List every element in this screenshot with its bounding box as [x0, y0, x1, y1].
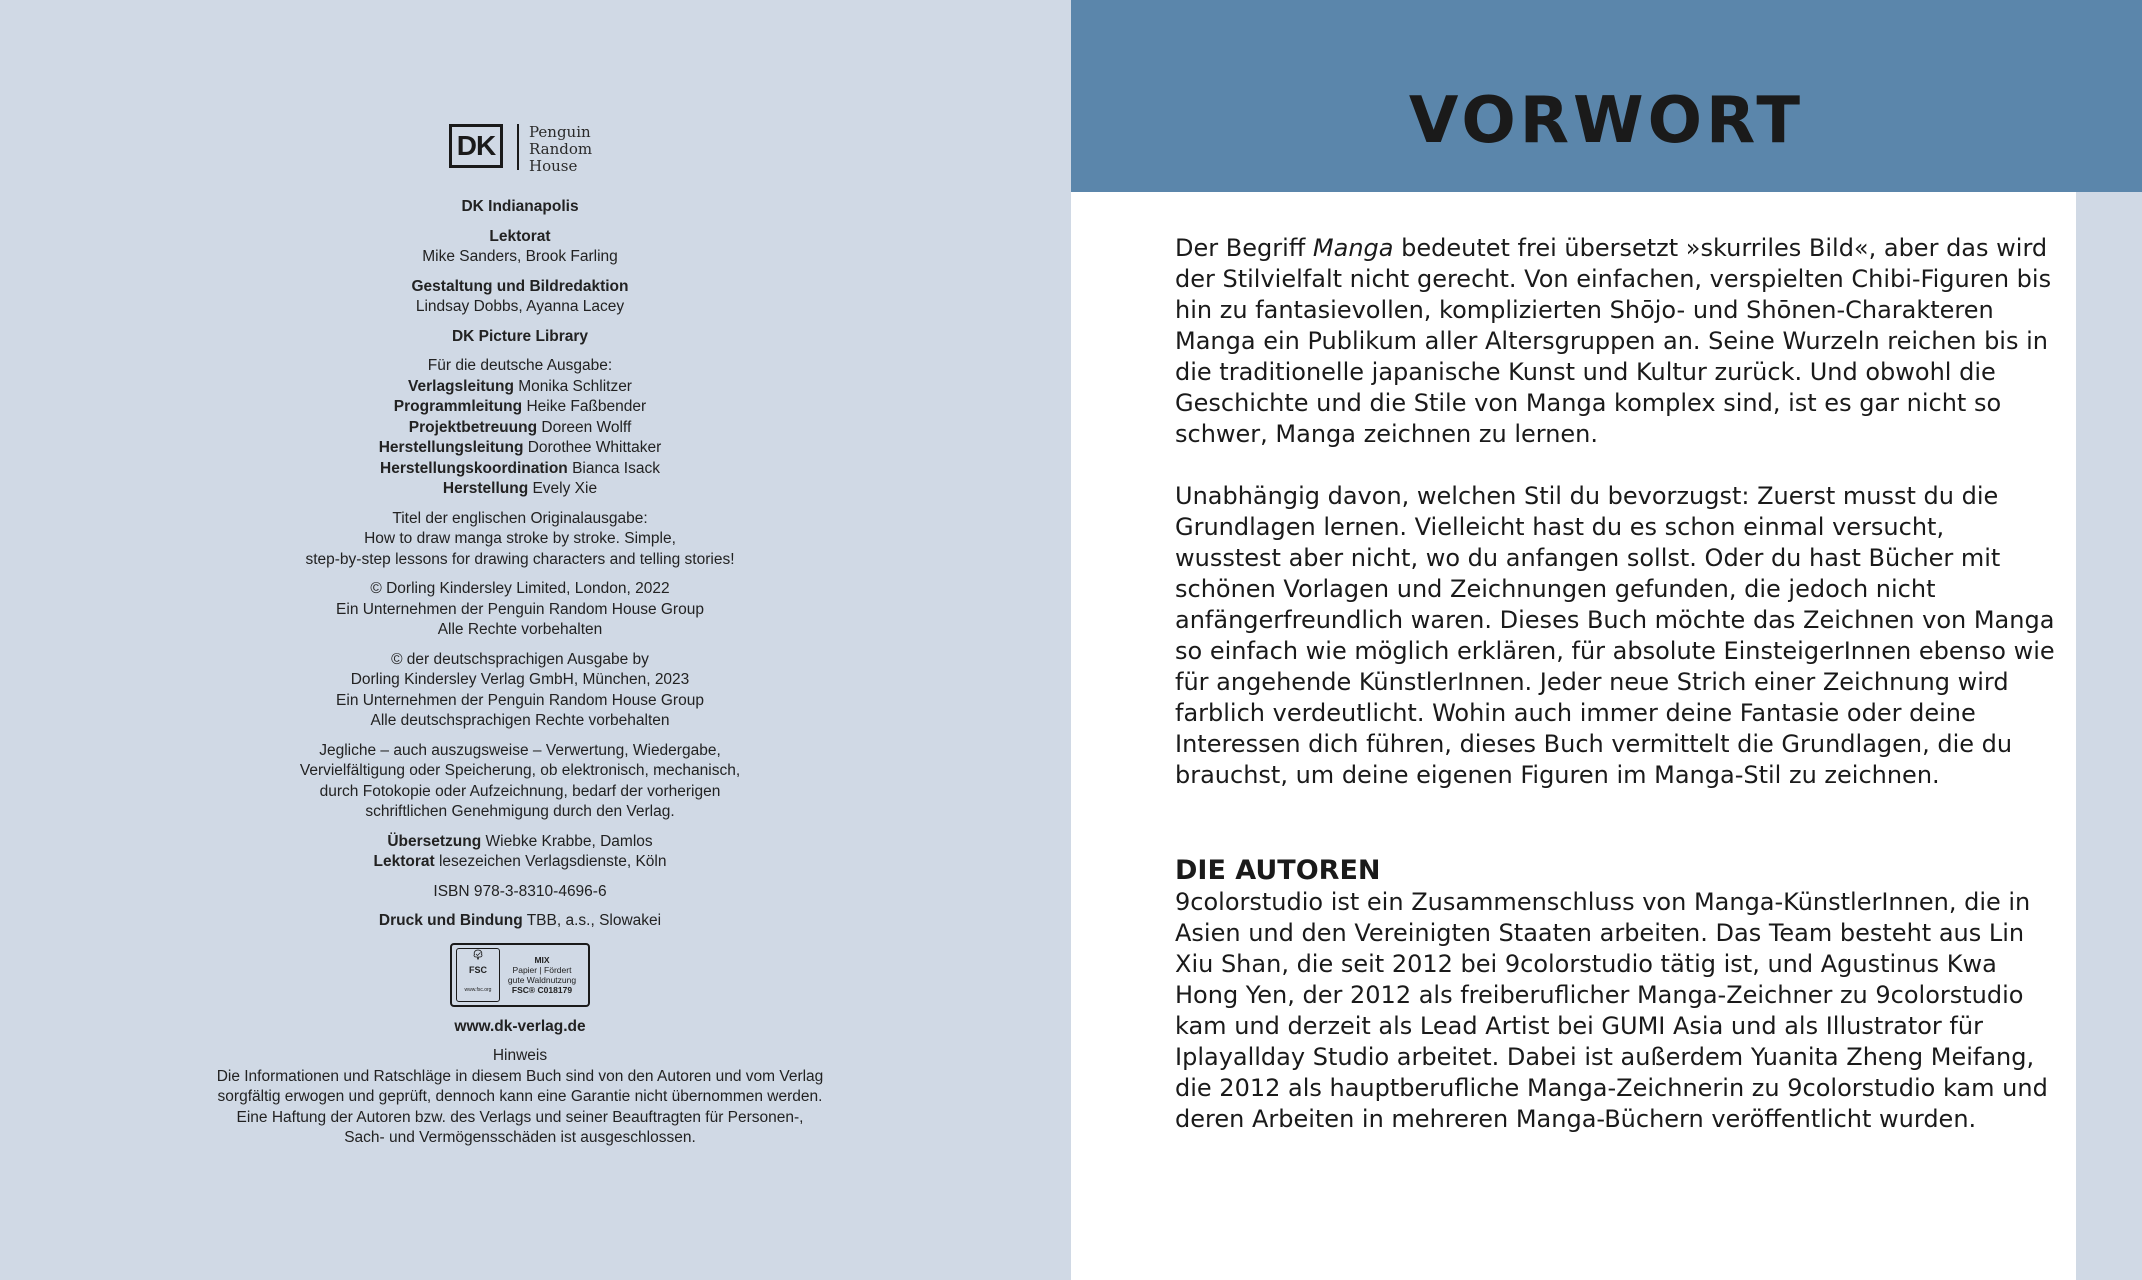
dk-logo: DK: [449, 124, 503, 168]
authors-paragraph: 9colorstudio ist ein Zusammenschluss von Manga-KünstlerInnen, die in Asien und den Vereinigten Staaten arbeiten. Das Team besteht aus Lin Xiu Shan, die seit 2012 bei 9colorstudio tätig ist, und Agustinus Kwa Hong Yen, der 2012 als freiberuflicher Manga-Zeichner zu 9colorstudio kam und derzeit als Lead Artist bei GUMI Asia und als Illustrator für Iplayallday Studio arbeitet. Dabei ist außerdem Yuanita Zheng Meifang, die 2012 als hauptberufliche Manga-Zeichnerin zu 9colorstudio kam und deren Arbeiten in mehreren Manga-Büchern veröffentlicht wurden.: [1175, 888, 2048, 1133]
penguin-random-house-logo: Penguin Random House: [529, 123, 593, 175]
copyright-german: © der deutschsprachigen Ausgabe by Dorling Kindersley Verlag GmbH, München, 2023 Ein Unternehmen der Penguin Random House Group Alle deutschsprachigen Rechte vorbehalten: [336, 650, 704, 729]
gestaltung-label: Gestaltung und Bildredaktion: [411, 277, 629, 295]
foreword-body: [1175, 233, 2055, 1166]
gestaltung-names: Lindsay Dobbs, Ayanna Lacey: [415, 298, 625, 315]
disclaimer: Hinweis Die Informationen und Ratschläge in diesem Buch sind von den Autoren und vom Verlag sorgfältig erwogen und geprüft, dennoch kann eine Garantie nicht übernommen werden. Eine Haftung der Autoren bzw. des Verlags und seiner Beauftragten für Personen-, Sach- und Vermögensschäden ist ausgeschlossen.: [216, 1047, 824, 1146]
original-title: Titel der englischen Originalausgabe: How to draw manga stroke by stroke. Simple, step-by-step lessons for drawing characters and telling stories!: [305, 509, 735, 568]
picture-library: DK Picture Library: [451, 327, 589, 345]
copyright-original: © Dorling Kindersley Limited, London, 2022 Ein Unternehmen der Penguin Random House Group Alle Rechte vorbehalten: [336, 580, 704, 638]
authors-heading: DIE AUTOREN: [1175, 855, 1381, 886]
lektorat-label: Lektorat: [489, 227, 551, 245]
tree-check-icon: [466, 949, 490, 960]
logo-divider: [517, 124, 519, 170]
fsc-label: MIX Papier | Fördert gute Waldnutzung FSC® C018179: [507, 954, 577, 995]
fsc-tree-icon: FSC www.fsc.org: [456, 948, 500, 1002]
foreword-paragraph-1: Der Begriff Manga bedeutet frei übersetzt »skurriles Bild«, aber das wird der Stilvielfalt nicht gerecht. Von einfachen, verspielten Chibi-Figuren bis hin zu fantasievollen, komplizierten Shōjo- und Shōnen-Charakteren Manga ein Publikum aller Altersgruppen an. Seine Wurzeln reichen bis in die traditionelle japanische Kunst und Kultur zurück. Und obwohl die Geschichte und die Stile von Manga komplex sind, ist es gar nicht so schwer, Manga zeichnen zu lernen.: [1175, 234, 2052, 448]
rights-notice: Jegliche – auch auszugsweise – Verwertung, Wiedergabe, Vervielfältigung oder Speicherung, ob elektronisch, mechanisch, durch Fotokopie oder Aufzeichnung, bedarf der vorherigen schriftlichen Genehmigung durch den Verlag.: [299, 741, 741, 820]
dk-prh-logo: [449, 124, 592, 175]
foreword-paragraph-2: Unabhängig davon, welchen Stil du bevorzugst: Zuerst musst du die Grundlagen lernen. Vielleicht hast du es schon einmal versucht, wusstest aber nicht, wo du anfangen sollst. Oder du hast Bücher mit schönen Vorlagen und Zeichnungen gefunden, die jedoch nicht anfängerfreundlich waren. Dieses Buch möchte das Zeichnen von Manga so einfach wie möglich erklären, für absolute EinsteigerInnen ebenso wie für angehende KünstlerInnen. Jeder neue Strich einer Zeichnung wird farblich verdeutlicht. Wohin auch immer deine Fantasie oder deine Interessen dich führen, dieses Buch vermittelt die Grundlagen, die du brauchst, um deine eigenen Figuren im Manga-Stil zu zeichnen.: [1175, 482, 2055, 789]
publisher: DK Indianapolis: [461, 198, 579, 215]
lektorat-names: Mike Sanders, Brook Farling: [422, 248, 618, 265]
fsc-logo: [450, 943, 590, 1007]
print-label: Druck und Bindung: [378, 912, 523, 929]
website-link[interactable]: www.dk-verlag.de: [454, 1017, 586, 1035]
isbn: ISBN 978-3-8310-4696-6: [433, 882, 607, 900]
print-names: TBB, a.s., Slowakei: [526, 912, 662, 929]
page-title: VORWORT: [1408, 84, 1805, 158]
german-edition-credits: Für die deutsche Ausgabe: Verlagsleitung Monika Schlitzer Programmleitung Heike Faßbender Projektbetreuung Doreen Wolff Herstellungsleitung Dorothee Whittaker Herstellungskoordination Bianca Isack Herstellung Evely Xie: [378, 357, 662, 497]
translation-credits: Übersetzung Wiebke Krabbe, Damlos Lektorat lesezeichen Verlagsdienste, Köln: [373, 832, 667, 870]
side-strip: [2076, 192, 2142, 1280]
imprint-text: [150, 197, 890, 1158]
